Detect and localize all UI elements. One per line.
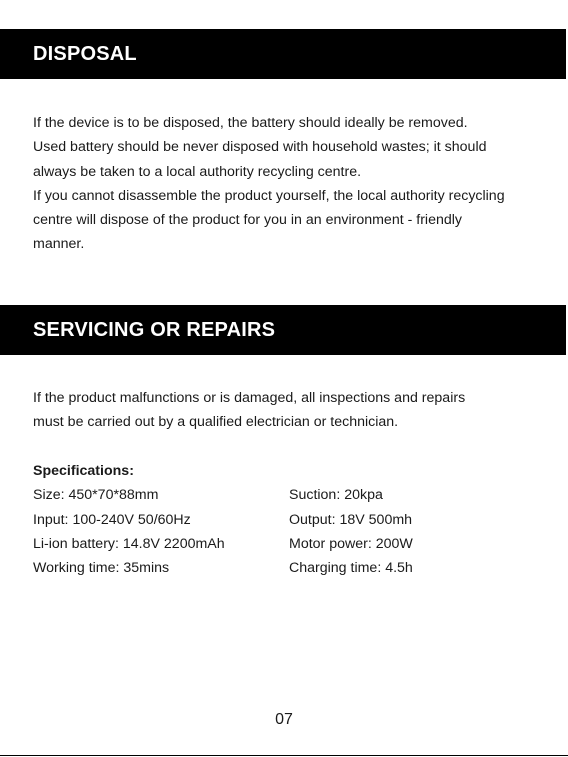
- disposal-heading: DISPOSAL: [0, 29, 566, 79]
- spec-charging-time: Charging time: 4.5h: [289, 560, 413, 577]
- disposal-paragraph: [33, 111, 563, 257]
- disposal-line: always be taken to a local authority recycling centre.: [33, 163, 362, 180]
- bottom-divider: [0, 755, 568, 756]
- specifications-table: [33, 483, 553, 580]
- spec-suction: Suction: 20kpa: [289, 487, 383, 504]
- specifications-block: [33, 459, 553, 580]
- servicing-line: must be carried out by a qualified electrician or technician.: [33, 414, 399, 431]
- spec-output: Output: 18V 500mh: [289, 511, 413, 528]
- disposal-line: manner.: [33, 236, 85, 253]
- specifications-title: Specifications:: [33, 463, 134, 479]
- spec-input: Input: 100-240V 50/60Hz: [33, 511, 191, 528]
- spec-battery: Li-ion battery: 14.8V 2200mAh: [33, 535, 225, 552]
- spec-working-time: Working time: 35mins: [33, 560, 170, 577]
- servicing-heading: SERVICING OR REPAIRS: [0, 305, 566, 355]
- disposal-line: Used battery should be never disposed with household wastes; it should: [33, 139, 487, 156]
- disposal-line: If you cannot disassemble the product yourself, the local authority recycling: [33, 187, 505, 204]
- servicing-line: If the product malfunctions or is damaged, all inspections and repairs: [33, 390, 466, 406]
- spec-size: Size: 450*70*88mm: [33, 487, 159, 504]
- disposal-line: If the device is to be disposed, the battery should ideally be removed.: [33, 115, 468, 131]
- spec-motor-power: Motor power: 200W: [289, 535, 413, 552]
- page-number: 07: [275, 711, 293, 728]
- disposal-line: centre will dispose of the product for you in an environment - friendly: [33, 212, 462, 229]
- servicing-paragraph: [33, 386, 563, 435]
